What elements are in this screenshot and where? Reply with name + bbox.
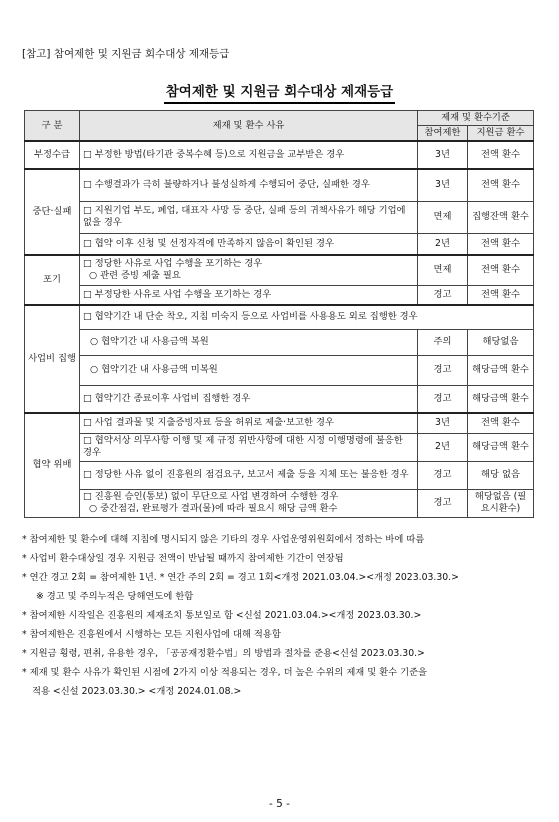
reason-cell: ○ 협약기간 내 사용금액 미복원	[80, 355, 418, 385]
note: * 지원금 횡령, 편취, 유용한 경우, 「공공재정환수법」의 방법과 절차를 준용<신설 2023.03.30.>	[22, 648, 425, 659]
col-reason: 제재 및 환수 사유	[80, 111, 418, 142]
table-row	[25, 201, 534, 233]
page-number: - 5 -	[269, 798, 290, 810]
restriction-cell: 경고	[418, 385, 468, 413]
refund-cell: 전액 환수	[468, 413, 534, 433]
note: * 사업비 환수대상일 경우 지원금 전액이 반납될 때까지 참여제한 기간이 연장됨	[22, 553, 344, 564]
col-refund: 지원금 환수	[468, 126, 534, 142]
note: * 연간 경고 2회 = 참여제한 1년. * 연간 주의 2회 = 경고 1회<개정 2021.03.04.><개정 2023.03.30.>	[22, 572, 459, 583]
note: * 참여제한 및 환수에 대해 지침에 명시되지 않은 기타의 경우 사업운영위원회에서 정하는 바에 따름	[22, 534, 425, 545]
group-expense	[25, 305, 534, 413]
refund-cell: 해당금액 환수	[468, 433, 534, 461]
group-abandon	[25, 255, 534, 305]
reason-cell: □ 정당한 사유로 사업 수행을 포기하는 경우 ○ 관련 증빙 제출 필요	[80, 255, 418, 285]
reason-cell: □ 수행결과가 극히 불량하거나 불성실하게 수행되어 중단, 실패한 경우	[80, 169, 418, 201]
note: * 제재 및 환수 사유가 확인된 시점에 2가지 이상 적용되는 경우, 더 높은 수위의 제재 및 환수 기준을	[22, 667, 428, 678]
reference-header: [참고] 참여제한 및 지원금 회수대상 제재등급	[22, 48, 230, 60]
table-row	[25, 285, 534, 305]
table-row	[25, 355, 534, 385]
refund-cell: 전액 환수	[468, 255, 534, 285]
restriction-cell: 3년	[418, 141, 468, 169]
restriction-cell: 2년	[418, 433, 468, 461]
table-row	[25, 413, 534, 433]
reason-cell: □ 협약기간 종료이후 사업비 집행한 경우	[80, 385, 418, 413]
col-standard: 제재 및 환수기준	[418, 111, 534, 126]
restriction-cell: 경고	[418, 285, 468, 305]
table-row	[25, 169, 534, 201]
table-row	[25, 329, 534, 355]
reason-cell: □ 진흥원 승인(통보) 없이 무단으로 사업 변경하여 수행한 경우 ○ 중간점검, 완료평가 결과(물)에 따라 필요시 해당 금액 환수	[80, 489, 418, 517]
reason-cell: □ 협약서상 의무사항 이행 및 제 규정 위반사항에 대한 시정 이행명령에 불응한 경우	[80, 433, 418, 461]
refund-cell: 해당금액 환수	[468, 355, 534, 385]
category-cell: 사업비 집행	[25, 305, 80, 413]
table-row	[25, 489, 534, 517]
restriction-cell: 면제	[418, 201, 468, 233]
reason-cell: □ 부정한 방법(타기관 중복수혜 등)으로 지원금을 교부받은 경우	[80, 141, 418, 169]
col-category: 구 분	[25, 111, 80, 142]
reason-cell: □ 협약기간 내 단순 착오, 지침 미숙지 등으로 사업비를 사용용도 외로 집행한 경우	[80, 305, 534, 329]
table-row	[25, 385, 534, 413]
refund-cell: 전액 환수	[468, 233, 534, 255]
refund-cell: 전액 환수	[468, 141, 534, 169]
refund-cell: 전액 환수	[468, 285, 534, 305]
col-restriction: 참여제한	[418, 126, 468, 142]
refund-cell: 집행잔액 환수	[468, 201, 534, 233]
restriction-cell: 경고	[418, 489, 468, 517]
group-failure	[25, 169, 534, 255]
category-cell: 협약 위배	[25, 413, 80, 517]
category-cell: 중단·실패	[25, 169, 80, 255]
restriction-cell: 3년	[418, 413, 468, 433]
sanction-table	[24, 110, 534, 518]
table-row	[25, 305, 534, 329]
restriction-cell: 경고	[418, 355, 468, 385]
table-row	[25, 461, 534, 489]
note-sub: ※ 경고 및 주의누적은 당해연도에 한함	[36, 591, 194, 602]
restriction-cell: 면제	[418, 255, 468, 285]
table-row	[25, 255, 534, 285]
category-cell: 부정수급	[25, 141, 80, 169]
restriction-cell: 경고	[418, 461, 468, 489]
refund-cell: 해당없음 (필요시환수)	[468, 489, 534, 517]
reason-cell: □ 사업 결과물 및 지출증빙자료 등을 허위로 제출·보고한 경우	[80, 413, 418, 433]
refund-cell: 해당없음	[468, 329, 534, 355]
reason-cell: □ 지원기업 부도, 폐업, 대표자 사망 등 중단, 실패 등의 귀책사유가 해당 기업에 없을 경우	[80, 201, 418, 233]
footnotes	[22, 530, 542, 701]
group-breach	[25, 413, 534, 517]
table-row	[25, 141, 534, 169]
table-row	[25, 233, 534, 255]
table-row	[25, 433, 534, 461]
note: * 참여제한 시작일은 진흥원의 제재조치 통보일로 함 <신설 2021.03.04.><개정 2023.03.30.>	[22, 610, 422, 621]
restriction-cell: 3년	[418, 169, 468, 201]
page-title: 참여제한 및 지원금 회수대상 제재등급	[0, 80, 559, 100]
refund-cell: 전액 환수	[468, 169, 534, 201]
reason-cell: ○ 협약기간 내 사용금액 복원	[80, 329, 418, 355]
reason-cell: □ 협약 이후 신청 및 선정자격에 만족하지 않음이 확인된 경우	[80, 233, 418, 255]
reason-cell: □ 부정당한 사유로 사업 수행을 포기하는 경우	[80, 285, 418, 305]
group-fraud	[25, 141, 534, 169]
restriction-cell: 2년	[418, 233, 468, 255]
category-cell: 포기	[25, 255, 80, 305]
refund-cell: 해당금액 환수	[468, 385, 534, 413]
reason-cell: □ 정당한 사유 없이 진흥원의 점검요구, 보고서 제출 등을 지체 또는 불응한 경우	[80, 461, 418, 489]
restriction-cell: 주의	[418, 329, 468, 355]
note: * 참여제한은 진흥원에서 시행하는 모든 지원사업에 대해 적용함	[22, 629, 281, 640]
refund-cell: 해당 없음	[468, 461, 534, 489]
note-continuation: 적용 <신설 2023.03.30.> <개정 2024.01.08.>	[32, 686, 242, 697]
